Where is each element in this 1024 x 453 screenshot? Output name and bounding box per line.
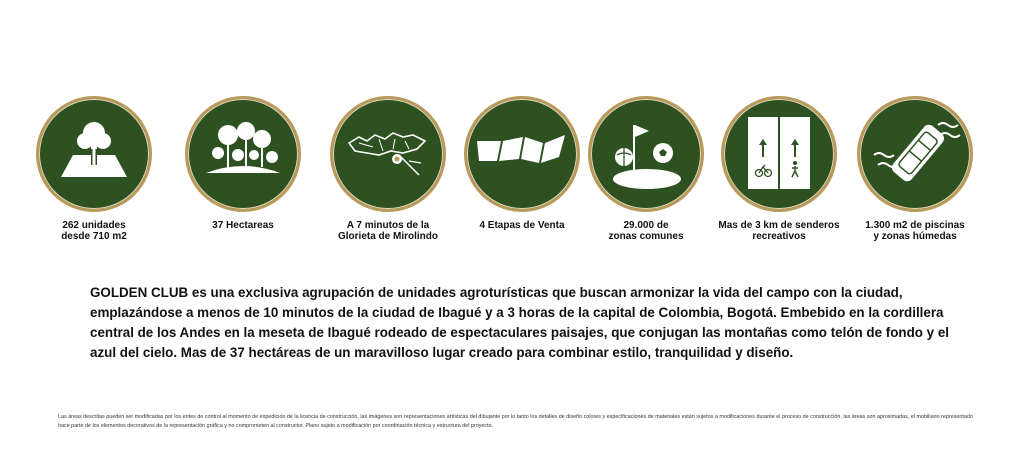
feature-units — [24, 96, 164, 242]
feature-label: A 7 minutos de la Glorieta de Mirolindo — [337, 220, 438, 242]
feature-pools — [845, 96, 985, 242]
feature-label: 262 unidades desde 710 m2 — [61, 220, 127, 242]
feature-label: 29.000 de zonas comunes — [608, 220, 684, 242]
trail-icon — [721, 96, 837, 212]
location-map-icon — [330, 96, 446, 212]
feature-hectares — [173, 96, 313, 231]
feature-trails — [709, 96, 849, 242]
feature-stages — [452, 96, 592, 231]
feature-label: 37 Hectareas — [212, 220, 274, 231]
sports-icon — [588, 96, 704, 212]
feature-label: 1.300 m2 de piscinas y zonas húmedas — [865, 220, 965, 242]
feature-common-areas — [576, 96, 716, 242]
pool-icon — [857, 96, 973, 212]
legal-disclaimer: Las áreas descritas pueden ser modificadas por los entes de control al momento de expedición de la licencia de construcción, las imágenes son representaciones artísticas del dibujante por lo tanto los detalles de diseño colores y especificaciones de materiales están sujetos a modificaciones durante el proceso de construcción, las áreas son aproximadas, el mobiliario representado hace parte de los elementos decorativos de la representación gráfica y no comprometen al constructor. Plano sujeto a modificación por coordinación técnica y estructura del proyecto. — [58, 414, 973, 429]
forest-icon — [185, 96, 301, 212]
feature-location — [318, 96, 458, 242]
tree-lot-icon — [36, 96, 152, 212]
project-description: GOLDEN CLUB es una exclusiva agrupación de unidades agroturísticas que buscan armonizar la vida del campo con la ciudad, emplazándose a menos de 10 minutos de la ciudad de Ibagué y a 3 horas de la capital de Colombia, Bogotá. Embebido en la cordillera central de los Andes en la meseta de Ibagué rodeado de espectaculares paisajes, que conjugan las montañas como telón de fondo y el azul del cielo. Mas de 37 hectáreas de un maravilloso lugar creado para combinar estilo, tranquilidad y diseño. — [90, 285, 949, 360]
feature-label: Mas de 3 km de senderos recreativos — [718, 220, 840, 242]
feature-label: 4 Etapas de Venta — [479, 220, 565, 231]
stages-icon — [464, 96, 580, 212]
